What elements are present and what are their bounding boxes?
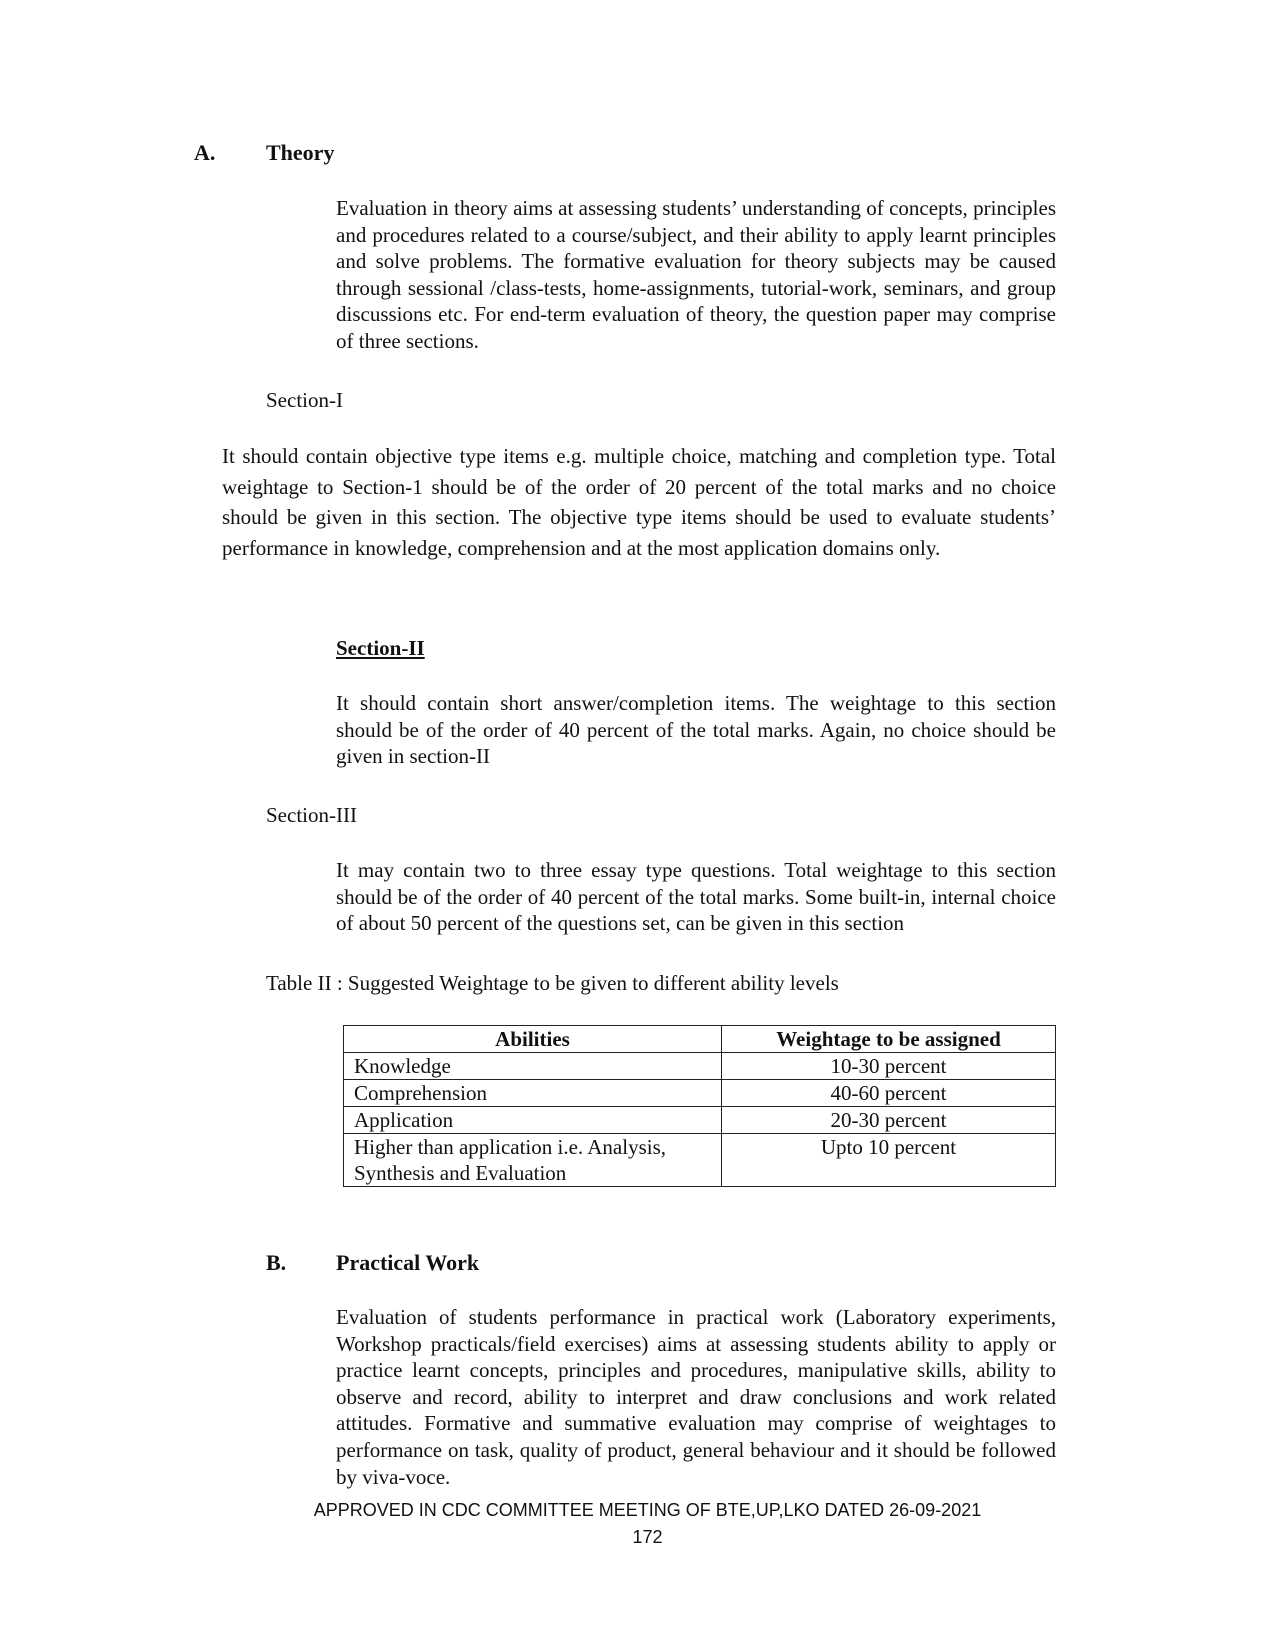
ability-cell: Knowledge: [344, 1053, 722, 1080]
weightage-table: [343, 1025, 1056, 1187]
ability-cell: Higher than application i.e. Analysis, Synthesis and Evaluation: [344, 1134, 722, 1187]
page-number: 172: [632, 1527, 663, 1547]
section-3-label: Section-III: [266, 803, 357, 827]
weightage-cell: Upto 10 percent: [722, 1134, 1056, 1187]
section-3-paragraph: It may contain two to three essay type questions. Total weightage to this section should be of the order of 40 percent of the total marks. Some built-in, internal choice of about 50 percent of the questions set, can be given in this section: [336, 858, 1056, 936]
weightage-cell: 20-30 percent: [722, 1107, 1056, 1134]
table-row: [344, 1107, 1056, 1134]
approval-footer: APPROVED IN CDC COMMITTEE MEETING OF BTE,UP,LKO DATED 26-09-2021: [313, 1500, 982, 1520]
section-b-title: Practical Work: [336, 1250, 480, 1275]
table-header-row: [344, 1026, 1056, 1053]
section-a-letter: A.: [194, 140, 216, 165]
section-1-label: Section-I: [266, 388, 343, 412]
table-row: [344, 1053, 1056, 1080]
section-2-label: Section-II: [336, 636, 425, 660]
section-2-paragraph: It should contain short answer/completion items. The weightage to this section should be of the order of 40 percent of the total marks. Again, no choice should be given in section-II: [336, 691, 1056, 769]
section-b-letter: B.: [266, 1250, 287, 1275]
table-header-weightage: Weightage to be assigned: [722, 1026, 1056, 1053]
theory-intro-paragraph: Evaluation in theory aims at assessing students’ understanding of concepts, principles and procedures related to a course/subject, and their ability to apply learnt principles and solve problems. The formative evaluation for theory subjects may be caused through sessional /class-tests, home-assignments, tutorial-work, seminars, and group discussions etc. For end-term evaluation of theory, the question paper may comprise of three sections.: [336, 196, 1056, 353]
weightage-cell: 40-60 percent: [722, 1080, 1056, 1107]
table-row: [344, 1134, 1056, 1187]
table-caption: Table II : Suggested Weightage to be given to different ability levels: [266, 971, 839, 995]
section-1-paragraph: It should contain objective type items e.g. multiple choice, matching and completion type. Total weightage to Section-1 should be of the order of 20 percent of the total marks and no choice should be given in this section. The objective type items should be used to evaluate students’ performance in knowledge, comprehension and at the most application domains only.: [222, 444, 1056, 560]
table-header-abilities: Abilities: [344, 1026, 722, 1053]
ability-cell: Comprehension: [344, 1080, 722, 1107]
practical-work-paragraph: Evaluation of students performance in practical work (Laboratory experiments, Workshop practicals/field exercises) aims at assessing students ability to apply or practice learnt concepts, principles and procedures, manipulative skills, ability to observe and record, ability to interpret and draw conclusions and work related attitudes. Formative and summative evaluation may comprise of weightages to performance on task, quality of product, general behaviour and it should be followed by viva-voce.: [336, 1305, 1056, 1489]
section-a-title: Theory: [266, 140, 335, 165]
weightage-cell: 10-30 percent: [722, 1053, 1056, 1080]
ability-cell: Application: [344, 1107, 722, 1134]
table-row: [344, 1080, 1056, 1107]
